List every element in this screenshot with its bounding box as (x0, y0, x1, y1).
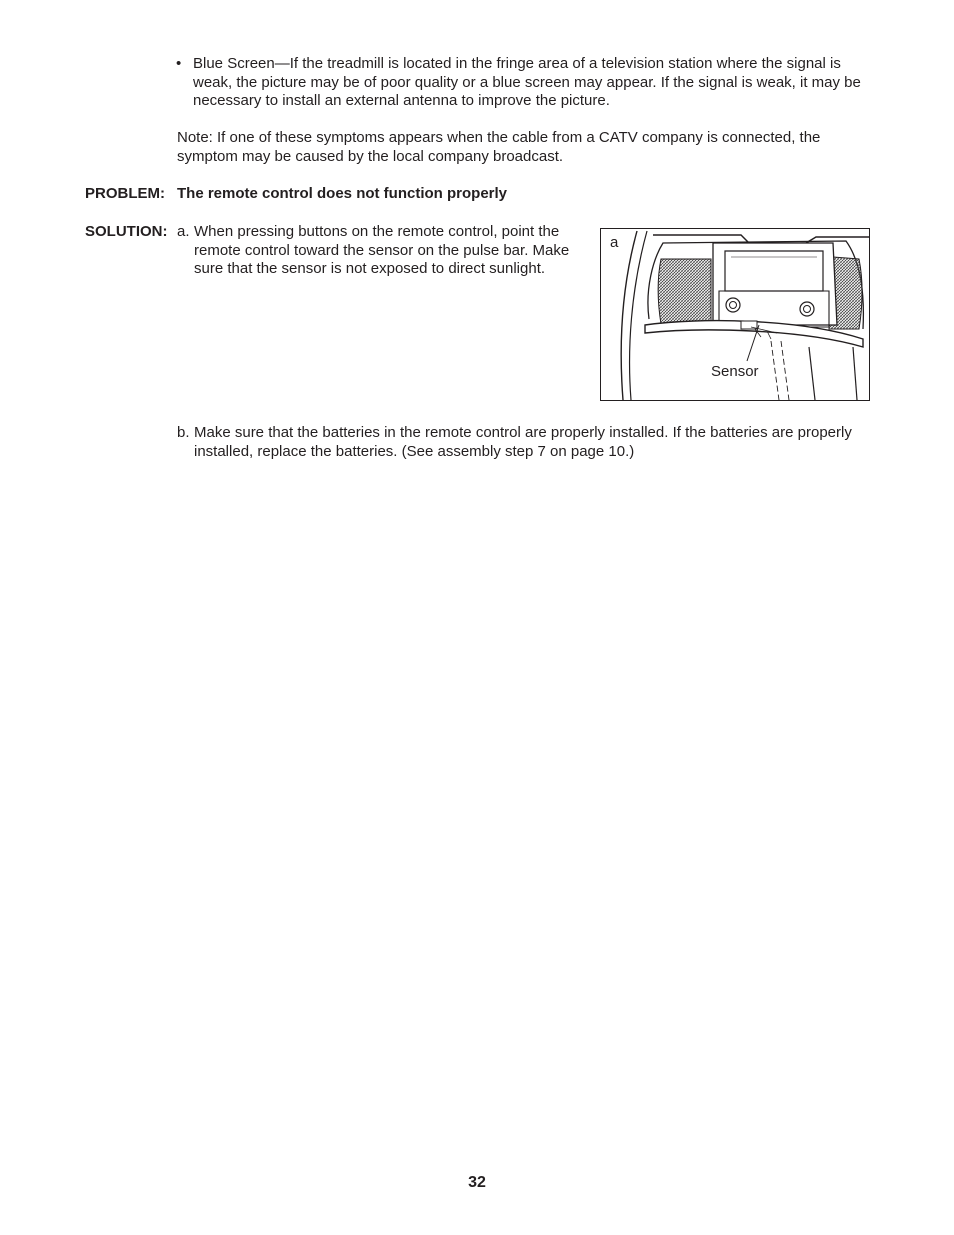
page-number: 32 (468, 1174, 486, 1191)
problem-label: PROBLEM: (85, 185, 165, 202)
sensor-callout-label: Sensor (711, 363, 759, 380)
step-b-text: Make sure that the batteries in the remote control are properly installed. If the batteries are properly installed, replace the batteries. (See assembly step 7 on page 10.) (194, 424, 852, 460)
problem-heading: The remote control does not function properly (177, 185, 508, 202)
bullet-symbol: • (176, 55, 182, 72)
catv-note: Note: If one of these symptoms appears when the cable from a CATV company is connected, the symptom may be caused by the local company broadcast. (177, 129, 821, 165)
step-a-letter: a. (177, 223, 190, 240)
step-b-letter: b. (177, 424, 190, 441)
bullet-blue-screen: Blue Screen—If the treadmill is located in the fringe area of a television station where the signal is weak, the picture may be of poor quality or a blue screen may appear. If the signal is weak, it may be necessary to install an external antenna to improve the picture. (193, 55, 861, 110)
sensor-illustration (600, 228, 870, 401)
figure-letter: a (610, 234, 619, 251)
solution-label: SOLUTION: (85, 223, 168, 240)
step-a-text: When pressing buttons on the remote control, point the remote control toward the sensor on the pulse bar. Make sure that the sensor is not exposed to direct sunlight. (194, 223, 570, 278)
